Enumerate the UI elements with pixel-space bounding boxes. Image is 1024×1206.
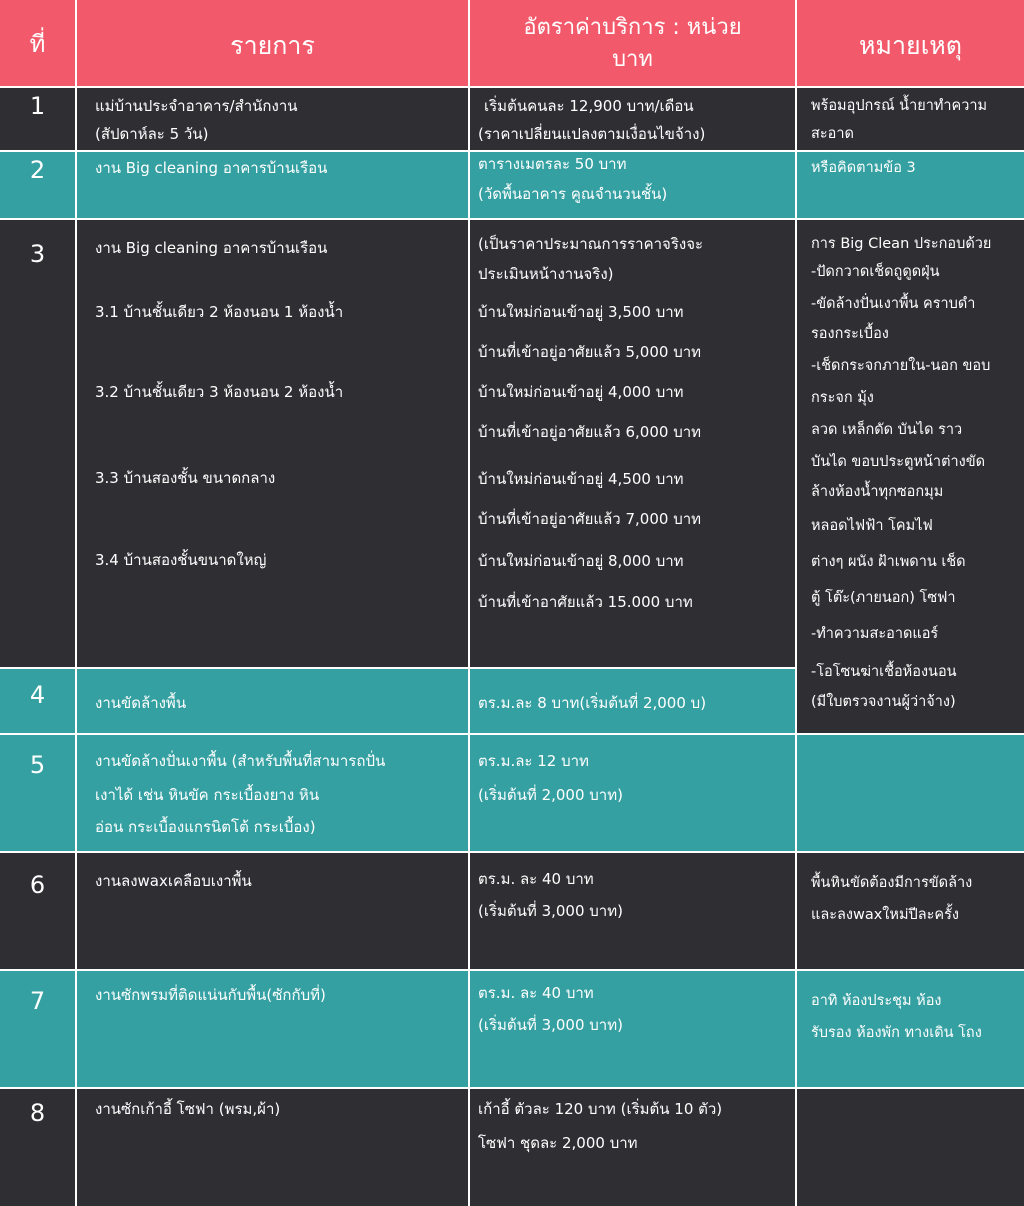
remark-line: -เช็ดกระจกภายใน-นอก ขอบ xyxy=(811,358,991,374)
row-number: 3 xyxy=(29,240,46,268)
rate-line: (วัดพื้นอาคาร คูณจำนวนชั้น) xyxy=(478,185,668,203)
item-line: 3.1 บ้านชั้นเดียว 2 ห้องนอน 1 ห้องน้ำ xyxy=(95,303,344,321)
row-number: 1 xyxy=(29,92,46,120)
row-2-no xyxy=(0,152,75,218)
row-1-remark xyxy=(797,88,1024,150)
remark-line: -ทำความสะอาดแอร์ xyxy=(811,626,939,642)
row-8-no xyxy=(0,1089,75,1206)
row-number: 2 xyxy=(29,156,46,184)
remark-line: การ Big Clean ประกอบด้วย xyxy=(811,236,992,252)
remark-line: รับรอง ห้องพัก ทางเดิน โถง xyxy=(811,1025,982,1041)
item-line: 3.2 บ้านชั้นเดียว 3 ห้องนอน 2 ห้องน้ำ xyxy=(95,383,344,401)
row-number: 8 xyxy=(29,1099,46,1127)
rate-line: บ้านที่เข้าอยู่อาศัยแล้ว 6,000 บาท xyxy=(478,423,702,441)
remark-line: ลวด เหล็กดัด บันได ราว xyxy=(811,422,963,438)
remark-line: ล้างห้องน้ำทุกซอกมุม xyxy=(811,484,944,500)
rate-line: ตร.ม.ละ 8 บาท(เริ่มต้นที่ 2,000 บ) xyxy=(478,694,707,712)
remark-line: อาทิ ห้องประชุม ห้อง xyxy=(811,993,942,1009)
remark-line: หลอดไฟฟ้า โคมไฟ xyxy=(811,518,933,534)
item-line: 3.4 บ้านสองชั้นขนาดใหญ่ xyxy=(95,551,267,569)
rate-line: (เริ่มต้นที่ 3,000 บาท) xyxy=(478,902,623,920)
row-1-no xyxy=(0,88,75,150)
remark-line: ต่างๆ ผนัง ฝ้าเพดาน เช็ด xyxy=(811,554,966,570)
rate-line: เก้าอี้ ตัวละ 120 บาท (เริ่มต้น 10 ตัว) xyxy=(478,1100,723,1118)
rate-line: (เป็นราคาประมาณการราคาจริงจะ xyxy=(478,235,704,253)
row-7-remark xyxy=(797,971,1024,1087)
row-6-rate xyxy=(470,853,795,969)
rate-line: ประเมินหน้างานจริง) xyxy=(478,265,614,283)
remark-line: -ปัดกวาดเช็ดถูดูดฝุ่น xyxy=(811,264,940,280)
row-8-rate xyxy=(470,1089,795,1206)
rate-line: บ้านใหม่ก่อนเข้าอยู่ 3,500 บาท xyxy=(478,303,684,321)
rate-line: ตร.ม. ละ 40 บาท xyxy=(478,870,594,888)
row-4-rate xyxy=(470,669,795,733)
rate-line: (ราคาเปลี่ยนแปลงตามเงื่อนไขจ้าง) xyxy=(478,125,706,143)
header-rate-line1: อัตราค่าบริการ : หน่วย xyxy=(523,15,742,40)
row-number: 7 xyxy=(29,987,46,1015)
remark-line: บันได ขอบประตูหน้าต่างขัด xyxy=(811,454,986,470)
remark-line: รองกระเบื้อง xyxy=(811,326,889,342)
remark-line: ตู้ โต๊ะ(ภายนอก) โซฟา xyxy=(811,590,956,606)
rate-line: บ้านที่เข้าอาศัยแล้ว 15.000 บาท xyxy=(478,593,693,611)
item-line: งานขัดล้างพื้น xyxy=(95,694,187,712)
remark-line: พื้นหินขัดต้องมีการขัดล้าง xyxy=(811,875,973,891)
rate-line: บ้านใหม่ก่อนเข้าอยู่ 4,000 บาท xyxy=(478,383,684,401)
remark-line: -ขัดล้างปั่นเงาพื้น คราบดำ xyxy=(811,296,976,312)
row-5-no xyxy=(0,735,75,851)
row-6-remark xyxy=(797,853,1024,969)
row-4-item xyxy=(77,669,468,733)
remark-line: และลงwaxใหม่ปีละครั้ง xyxy=(811,907,959,923)
row-number: 5 xyxy=(29,751,46,779)
row-7-rate xyxy=(470,971,795,1087)
header-no: ที่ xyxy=(29,30,46,58)
header-rate-line2: บาท xyxy=(612,47,653,72)
item-line: งานซักเก้าอี้ โซฟา (พรม,ผ้า) xyxy=(95,1100,281,1118)
row-8-item xyxy=(77,1089,468,1206)
rate-line: ตร.ม. ละ 40 บาท xyxy=(478,984,594,1002)
row-number: 6 xyxy=(29,871,46,899)
item-line: แม่บ้านประจำอาคาร/สำนักงาน xyxy=(95,97,298,115)
rate-line: โซฟา ชุดละ 2,000 บาท xyxy=(478,1134,638,1152)
remark-line: พร้อมอุปกรณ์ น้ำยาทำความ xyxy=(811,98,988,114)
item-line: งาน Big cleaning อาคารบ้านเรือน xyxy=(95,159,328,177)
rate-line: บ้านใหม่ก่อนเข้าอยู่ 4,500 บาท xyxy=(478,470,684,488)
item-line: อ่อน กระเบื้องแกรนิตโต้ กระเบื้อง) xyxy=(95,818,316,836)
row-4-no xyxy=(0,669,75,733)
row-1-rate xyxy=(470,88,795,150)
remark-line: -โอโซนฆ่าเชื้อห้องนอน xyxy=(811,664,957,680)
row-number: 4 xyxy=(29,681,46,709)
row-2-rate xyxy=(470,152,795,218)
item-line: (สัปดาห์ละ 5 วัน) xyxy=(95,125,209,143)
row-2-remark xyxy=(797,152,1024,218)
header-rate-cell xyxy=(470,0,795,86)
rate-line: ตารางเมตรละ 50 บาท xyxy=(478,155,627,173)
row-1-item xyxy=(77,88,468,150)
item-line: งานขัดล้างปั่นเงาพื้น (สำหรับพื้นที่สามารถปั่น xyxy=(95,752,386,770)
rate-line: บ้านที่เข้าอยู่อาศัยแล้ว 7,000 บาท xyxy=(478,510,702,528)
row-3-remark xyxy=(797,220,1024,733)
item-line: งานลงwaxเคลือบเงาพื้น xyxy=(95,872,252,890)
remark-line: หรือคิดตามข้อ 3 xyxy=(811,160,916,176)
remark-line: กระจก มุ้ง xyxy=(811,390,874,406)
row-5-remark xyxy=(797,735,1024,851)
item-line: งานซักพรมที่ติดแน่นกับพื้น(ซักกับที่) xyxy=(95,986,326,1004)
row-8-remark xyxy=(797,1089,1024,1206)
rate-line: (เริ่มต้นที่ 2,000 บาท) xyxy=(478,786,623,804)
row-5-rate xyxy=(470,735,795,851)
row-5-item xyxy=(77,735,468,851)
rate-line: เริ่มต้นคนละ 12,900 บาท/เดือน xyxy=(484,97,694,115)
row-3-item xyxy=(77,220,468,667)
row-2-item xyxy=(77,152,468,218)
row-6-item xyxy=(77,853,468,969)
row-6-no xyxy=(0,853,75,969)
rate-line: ตร.ม.ละ 12 บาท xyxy=(478,752,589,770)
rate-line: (เริ่มต้นที่ 3,000 บาท) xyxy=(478,1016,623,1034)
header-no-cell xyxy=(0,0,75,86)
header-remark: หมายเหตุ xyxy=(859,31,962,60)
header-remark-cell xyxy=(797,0,1024,86)
row-7-item xyxy=(77,971,468,1087)
row-3-rate xyxy=(470,220,795,667)
item-line: 3.3 บ้านสองชั้น ขนาดกลาง xyxy=(95,469,276,487)
remark-line: สะอาด xyxy=(811,126,854,142)
rate-line: บ้านใหม่ก่อนเข้าอยู่ 8,000 บาท xyxy=(478,552,684,570)
remark-line: (มีใบตรวจงานผู้ว่าจ้าง) xyxy=(811,694,956,710)
header-item-cell xyxy=(77,0,468,86)
row-3-no xyxy=(0,220,75,667)
item-line: งาน Big cleaning อาคารบ้านเรือน xyxy=(95,239,328,257)
rate-line: บ้านที่เข้าอยู่อาศัยแล้ว 5,000 บาท xyxy=(478,343,702,361)
item-line: เงาได้ เช่น หินขัค กระเบื้องยาง หิน xyxy=(95,786,320,804)
row-7-no xyxy=(0,971,75,1087)
header-item: รายการ xyxy=(230,31,315,60)
